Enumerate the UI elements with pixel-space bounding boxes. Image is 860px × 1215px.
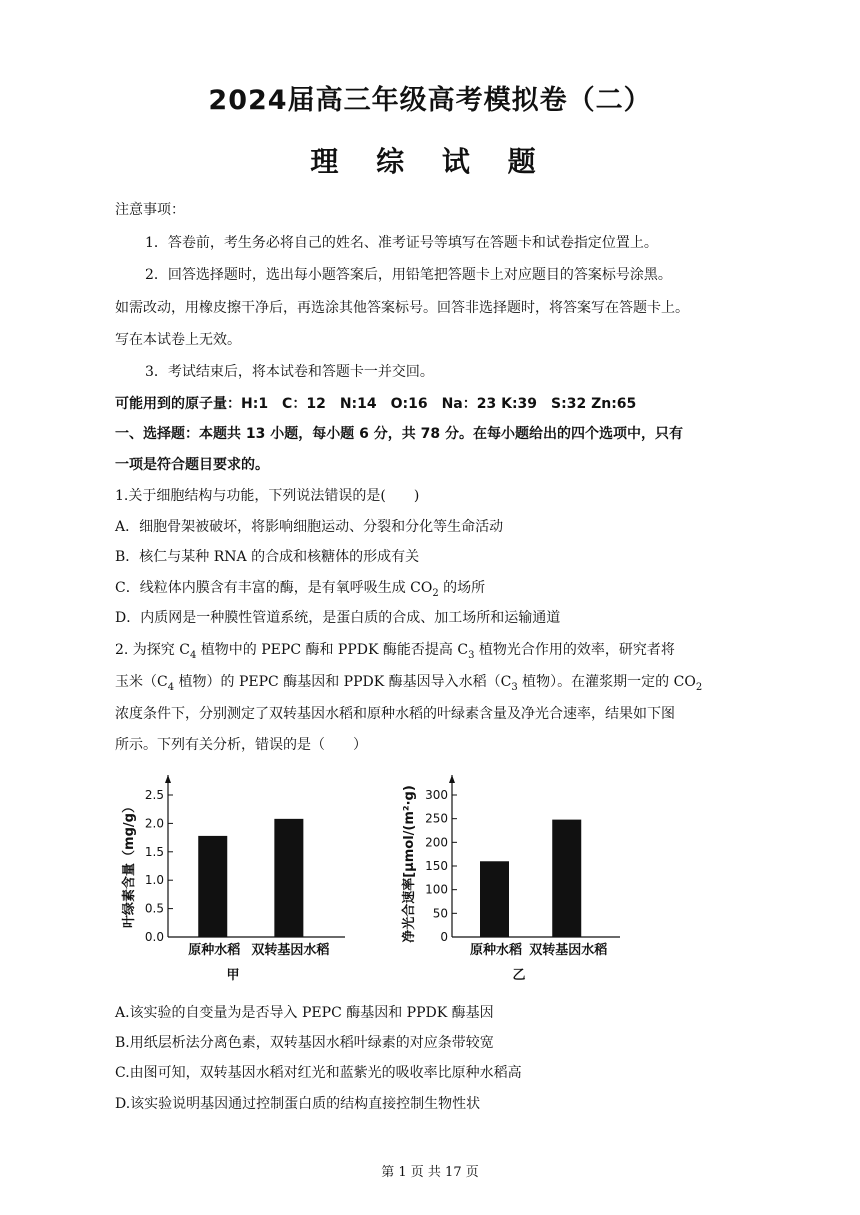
bar-wild-type <box>480 861 509 937</box>
exam-subtitle: 理 综 试 题 <box>310 145 550 178</box>
y-tick-label: 0.0 <box>144 930 164 944</box>
q1-option-a: A．细胞骨架被破坏，将影响细胞运动、分裂和分化等生命活动 <box>115 519 504 535</box>
q1-option-b: B．核仁与某种 RNA 的合成和核糖体的形成有关 <box>115 549 420 565</box>
notice-item-2-cont: 如需改动，用橡皮擦干净后，再选涂其他答案标号。回答非选择题时，将答案写在答题卡上。 <box>115 300 689 316</box>
exam-title: 2024届高三年级高考模拟卷（二） <box>208 85 652 116</box>
y-axis-label: 净光合速率[μmol/(m²·g) <box>402 785 417 943</box>
chart-caption: 乙 <box>512 968 526 983</box>
y-tick-label: 250 <box>425 811 448 826</box>
y-tick-label: 200 <box>425 835 448 850</box>
q2-stem-line-4: 所示。下列有关分析，错误的是（ ） <box>115 737 367 753</box>
q2-option-b: B.用纸层析法分离色素，双转基因水稻叶绿素的对应条带较宽 <box>115 1035 494 1051</box>
x-category-label: 原种水稻 <box>469 943 523 958</box>
x-category-label: 原种水稻 <box>188 943 241 958</box>
y-tick-label: 100 <box>425 882 448 897</box>
x-category-label: 双转基因水稻 <box>251 943 330 958</box>
y-tick-label: 50 <box>432 906 448 921</box>
bar-transgenic <box>552 820 581 937</box>
q2-stem-line-1: 2. 为探究 $C_4$ 植物中的 PEPC 酶和 PPDK 酶能否提高 $C_3$ 植物光合作用的效率，研究者将 <box>115 642 675 661</box>
y-axis-arrow <box>165 775 171 783</box>
y-tick-label: 2.5 <box>144 788 164 802</box>
y-tick-label: 300 <box>425 788 448 802</box>
y-tick-label: 150 <box>425 859 448 873</box>
notice-item-3: 3．考试结束后，将本试卷和答题卡一并交回。 <box>145 364 434 380</box>
bar-transgenic <box>274 819 303 937</box>
x-category-label: 双转基因水稻 <box>529 943 608 958</box>
notice-item-2-end: 写在本试卷上无效。 <box>115 332 241 348</box>
q2-stem-line-3: 浓度条件下，分别测定了双转基因水稻和原种水稻的叶绿素含量及净光合速率，结果如下图 <box>115 706 675 722</box>
y-tick-label: 2.0 <box>144 816 164 831</box>
y-axis-arrow <box>449 775 455 783</box>
q1-stem: 1.关于细胞结构与功能，下列说法错误的是( ) <box>115 488 420 504</box>
chart-photosynthesis-rate <box>395 765 635 990</box>
q2-option-a: A.该实验的自变量为是否导入 PEPC 酶基因和 PPDK 酶基因 <box>115 1005 494 1021</box>
q2-option-c: C.由图可知，双转基因水稻对红光和蓝紫光的吸收率比原种水稻高 <box>115 1065 522 1081</box>
q1-option-d: D．内质网是一种膜性管道系统，是蛋白质的合成、加工场所和运输通道 <box>115 610 561 626</box>
bar-wild-type <box>198 836 227 937</box>
chart-chlorophyll <box>115 765 365 990</box>
section-1-heading: 一、选择题：本题共 13 小题，每小题 6 分，共 78 分。在每小题给出的四个选项中，只有 <box>115 426 683 442</box>
notice-heading: 注意事项： <box>115 202 185 218</box>
atomic-mass-line: 可能用到的原子量：H:1 C：12 N:14 O:16 Na：23 K:39 S:32 Zn:65 <box>115 396 637 412</box>
y-axis-label: 叶绿素含量（mg/g） <box>122 800 137 928</box>
q2-stem-line-2: 玉米（$C_4$ 植物）的 PEPC 酶基因和 PPDK 酶基因导入水稻（$C_3$ 植物）。在灌浆期一定的 $CO_2$ <box>115 674 703 693</box>
q1-option-c: C．线粒体内膜含有丰富的酶，是有氧呼吸生成 $CO_2$ 的场所 <box>115 580 486 599</box>
y-tick-label: 0.5 <box>144 901 164 916</box>
y-tick-label: 1.5 <box>144 844 164 859</box>
notice-item-1: 1．答卷前，考生务必将自己的姓名、准考证号等填写在答题卡和试卷指定位置上。 <box>145 235 658 251</box>
page-footer: 第 1 页 共 17 页 <box>381 1165 479 1180</box>
q2-option-d: D.该实验说明基因通过控制蛋白质的结构直接控制生物性状 <box>115 1096 481 1112</box>
chart-caption: 甲 <box>226 968 240 983</box>
y-tick-label: 0 <box>440 930 448 944</box>
y-tick-label: 1.0 <box>144 873 164 888</box>
notice-item-2: 2．回答选择题时，选出每小题答案后，用铅笔把答题卡上对应题目的答案标号涂黑。 <box>145 267 672 283</box>
section-1-heading-cont: 一项是符合题目要求的。 <box>115 457 269 473</box>
